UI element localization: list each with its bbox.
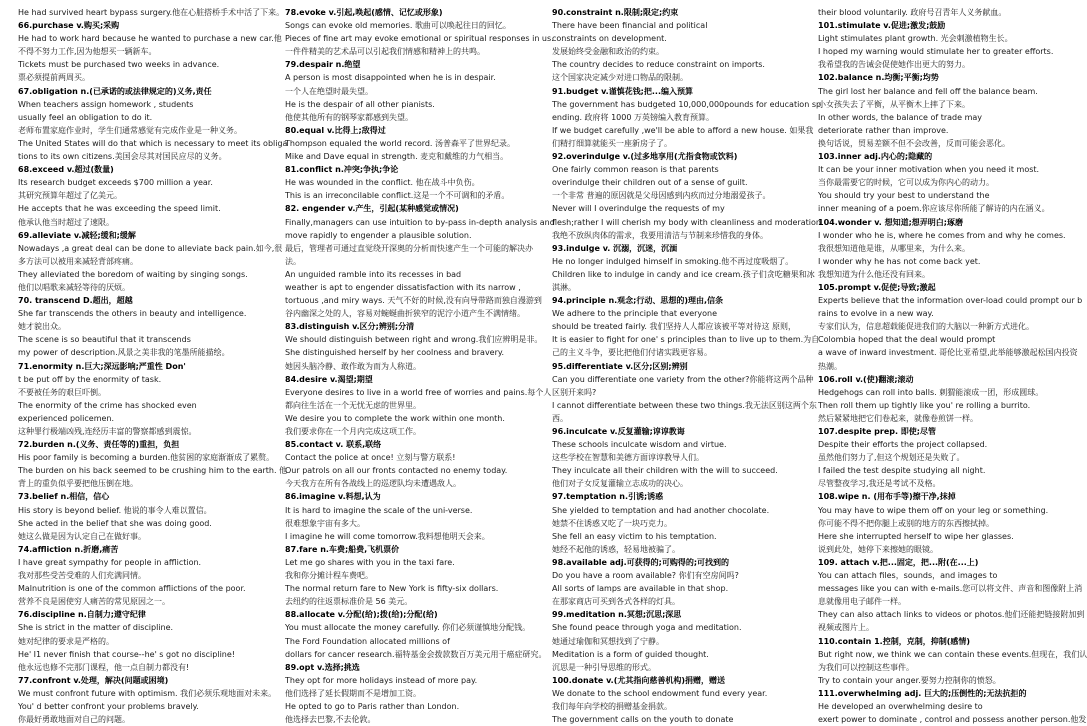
entry-line: An unguided ramble into its recesses in bad bbox=[285, 269, 462, 279]
entry-line: 沉思是一种引导思维的形式。 bbox=[552, 662, 656, 672]
entry-line: 他们以唱歌来减轻等待的厌烦。 bbox=[18, 282, 130, 292]
entry-headword: 70. transcend D.超出，超越 bbox=[18, 296, 133, 306]
entry-headword: 93.indulge v. 沉溺，沉迷，沉湎 bbox=[552, 243, 678, 253]
entry-line: flesh;rather I will cherish my body with cleanliness and moderation. bbox=[552, 217, 824, 227]
entry-line: We desire you to complete the work within one month. bbox=[285, 413, 505, 423]
entry-line: We adhere to the principle that everyone bbox=[552, 309, 718, 319]
entry-line: 这些学校在智慧和美德方面谆谆教导人们。 bbox=[552, 453, 704, 463]
entry-line: 不得不努力工作,因为他想买一辆新车。 bbox=[18, 47, 157, 57]
entry-line: 然后紧紧地把它们卷起来，就像卷煎饼一样。 bbox=[818, 413, 978, 423]
entry-line: He was wounded in the conflict. 他在战斗中负伤。 bbox=[285, 178, 480, 188]
entry-line: 她经不起他的诱惑，轻易地被骗了。 bbox=[552, 544, 680, 554]
entry-line: You can attach files，sounds，and images to bbox=[818, 571, 998, 581]
entry-line: They inculcate all their children with the will to succeed. bbox=[552, 466, 778, 476]
entry-line: Children like to indulge in candy and ice cream.孩子们贪吃糖果和冰 bbox=[552, 269, 815, 279]
entry-line: 他们选择了延长假期而不是增加工资。 bbox=[285, 688, 421, 698]
entry-line: He accepts that he was exceeding the speed limit. bbox=[18, 204, 221, 214]
entry-line: Mike and Dave equal in strength. 麦克和戴维的力气相当。 bbox=[285, 152, 509, 162]
text-column-1 bbox=[18, 6, 288, 725]
entry-line: He is the despair of all other pianists. bbox=[285, 99, 435, 109]
entry-line: Contact the police at once! 立刻与警方联系! bbox=[285, 453, 456, 463]
entry-headword: 92.overindulge v.(过多地享用(尤指食物或饮料) bbox=[552, 152, 738, 162]
entry-line: Try to contain your anger.要努力控制你的愤怒。 bbox=[818, 675, 1001, 685]
entry-line: experienced policemen. bbox=[18, 413, 115, 423]
entry-line: their blood voluntarily. 政府号召青年人义务献血。 bbox=[818, 8, 1007, 17]
entry-line: She found peace through yoga and meditation. bbox=[552, 623, 742, 633]
entry-line: When teachers assign homework , students bbox=[18, 99, 194, 109]
entry-line: The burden on his back seemed to be crushing him to the earth. 他 bbox=[18, 466, 288, 476]
entry-line: 她才貌出众。 bbox=[18, 322, 66, 332]
entry-headword: 106.roll v.(使)翻滚;滚动 bbox=[818, 374, 914, 384]
entry-headword: 95.differentiate v.区分;区别;辨别 bbox=[552, 361, 688, 371]
entry-headword: 87.fare n.车费;船费,飞机票价 bbox=[285, 544, 400, 554]
entry-line: I cannot differentiate between these two things.我无法区别这两个东 bbox=[552, 400, 817, 410]
entry-line: 今天我方在所有各战线上的巡逻队均未遭遇敌人。 bbox=[285, 479, 461, 489]
entry-line: He had to work hard because he wanted to purchase a new car.他 bbox=[18, 34, 282, 44]
entry-line: 这种罪行极端凶残,连经历丰富的警察都感到震惊。 bbox=[18, 427, 197, 436]
entry-line: Everyone desires to live in a world free of worries and pains.每个人 bbox=[285, 387, 552, 397]
entry-line: In other words, the balance of trade may bbox=[818, 112, 983, 122]
entry-headword: 97.temptation n.引诱;诱惑 bbox=[552, 492, 664, 502]
entry-line: 我们每年向学校的捐赠基金捐款。 bbox=[552, 701, 672, 711]
entry-line: my power of description.风景之美非我的笔墨所能描绘。 bbox=[18, 348, 230, 358]
entry-headword: 108.wipe n. (用布手等)擦干净,抹掉 bbox=[818, 492, 956, 502]
entry-headword: 107.despite prep. 即使;尽管 bbox=[818, 427, 937, 436]
entry-line: 换句话说，贸易差额不但不会改善，反而可能会恶化。 bbox=[818, 138, 1010, 148]
entry-line: rains to evolve in a new way. bbox=[818, 309, 934, 319]
entry-headword: 82. engender v.产生，引起(某种感觉或情况) bbox=[285, 204, 459, 214]
entry-line: Experts believe that the information over-load could prompt our b bbox=[818, 296, 1083, 306]
entry-line: He' I1 never finish that course--he' s got no discipline! bbox=[18, 649, 235, 659]
entry-line: move rapidly to engender a plausible solution. bbox=[285, 230, 472, 240]
entry-headword: 78.evoke v.引起,唤起(感情、记忆或形象) bbox=[285, 8, 443, 17]
entry-line: 去纽约的往返票标准价是 56 美元。 bbox=[285, 597, 413, 607]
entry-line: I have great sympathy for people in affliction. bbox=[18, 557, 202, 567]
entry-headword: 76.discipline n.自制力;遵守纪律 bbox=[18, 610, 146, 620]
entry-line: She is strict in the matter of discipline. bbox=[18, 623, 174, 633]
entry-headword: 88.allocate v.分配(给);拨(给);分配(给) bbox=[285, 610, 438, 620]
entry-headword: 84.desire v.渴望;期望 bbox=[285, 374, 373, 384]
entry-line: He had survived heart bypass surgery.他在心脏搭桥手术中活了下来。 bbox=[18, 8, 285, 17]
entry-line: 其研究预算年超过了亿美元。 bbox=[18, 191, 122, 201]
entry-line: Our patrols on all our fronts contacted no enemy today. bbox=[285, 466, 508, 476]
entry-headword: 94.principle n.观念;行动、思想的)理由,信条 bbox=[552, 296, 724, 306]
entry-headword: 103.inner adj.内心的;隐藏的 bbox=[818, 152, 933, 162]
entry-line: His poor family is becoming a burden.他贫困的家庭渐渐成了累赘。 bbox=[18, 453, 275, 463]
entry-line: These schools inculcate wisdom and virtue. bbox=[552, 440, 727, 450]
entry-line: A person is most disappointed when he is in despair. bbox=[285, 73, 496, 83]
entry-headword: 71.enormity n.巨大;深远影响;严重性 Don' bbox=[18, 361, 186, 371]
entry-line: a wave of inward investment. 哥伦比亚希望,此举能够激起松国内投资 bbox=[818, 348, 1078, 358]
entry-headword: 90.constraint n.限制;限定;约束 bbox=[552, 8, 679, 17]
entry-headword: 99.meditation n.冥想;沉思;深思 bbox=[552, 610, 682, 620]
entry-line: 虽然他们努力了,但这个规划还是失败了。 bbox=[818, 453, 965, 463]
entry-line: 她因头脑冷静、敢作敢为而为人称道。 bbox=[285, 361, 421, 371]
entry-line: 法。 bbox=[285, 256, 301, 266]
entry-headword: 81.conflict n.冲突;争执;争论 bbox=[285, 165, 399, 175]
entry-line: 淇淋。 bbox=[552, 282, 576, 292]
entry-line: 谷内幽深之处的人，容易对蜿蜒曲折狭窄的泥泞小道产生不满情绪。 bbox=[285, 309, 525, 319]
entry-line: 发展始终受金融和政治的约束。 bbox=[552, 47, 664, 57]
entry-headword: 83.distinguish v.区分;辨别;分清 bbox=[285, 322, 415, 332]
entry-headword: 105.prompt v.促使;导致;激起 bbox=[818, 282, 936, 292]
entry-line: messages like you can with e-mails.您可以将文件、声音和图像附上消 bbox=[818, 584, 1083, 594]
entry-headword: 77.confront v.处理，解决(问题或困境) bbox=[18, 675, 169, 685]
entry-headword: 111.overwhelming adj. 巨大的;压倒性的;无法抗拒的 bbox=[818, 688, 1027, 698]
entry-line: She far transcends the others in beauty and intelligence. bbox=[18, 309, 247, 319]
entry-line: weather is apt to engender dissatisfaction with its narrow , bbox=[285, 282, 521, 292]
entry-line: I wonder who he is, where he comes from and why he comes. bbox=[818, 230, 1066, 240]
entry-line: 老师布置家庭作业时，学生们通常感觉有完成作业是一种义务。 bbox=[18, 125, 242, 135]
entry-line: Colombia hoped that the deal would prompt bbox=[818, 335, 996, 345]
entry-line: usually feel an obligation to do it. bbox=[18, 112, 153, 122]
entry-line: The government has budgeted 10,000,000pounds for education sp bbox=[552, 99, 822, 109]
entry-line: I hoped my warning would stimulate her to greater efforts. bbox=[818, 47, 1054, 57]
entry-line: 她通过瑜伽和冥想找到了宁静。 bbox=[552, 636, 664, 646]
entry-line: It can be your inner motivation when you need it most. bbox=[818, 165, 1040, 175]
entry-line: The country decides to reduce constraint on imports. bbox=[552, 60, 765, 70]
entry-line: He developed an overwhelming desire to bbox=[818, 701, 983, 711]
entry-headword: 74.affliction n.折磨,痛苦 bbox=[18, 544, 119, 554]
entry-line: should be treated fairly. 我们坚持人人都应该被平等对待这 原则， bbox=[552, 322, 797, 332]
entry-line: 不要被任务的艰巨吓倒。 bbox=[18, 387, 106, 397]
entry-line: The girl lost her balance and fell off the balance beam. bbox=[818, 86, 1038, 96]
entry-line: Here she interrupted herself to wipe her glasses. bbox=[818, 531, 1014, 541]
entry-headword: 101.stimulate v.促进;激发;鼓励 bbox=[818, 21, 946, 31]
entry-line: 我和你分摊计程车费吧。 bbox=[285, 571, 373, 581]
entry-line: Songs can evoke old memories. 歌曲可以唤起往日的回忆。 bbox=[285, 21, 511, 31]
entry-line: This is an irreconcilable conflict.这是一个不可调和的矛盾。 bbox=[285, 191, 510, 201]
entry-line: 她禁不住诱惑又吃了一块巧克力。 bbox=[552, 518, 672, 528]
entry-line: 我很想知道他是谁，从哪里来，为什么来。 bbox=[818, 243, 970, 253]
entry-line: He no longer indulged himself in smoking.他不再过度吸烟了。 bbox=[552, 256, 794, 266]
entry-headword: 66.purchase v.购买;采购 bbox=[18, 21, 120, 31]
entry-line: The Ford Foundation allocated millions of bbox=[285, 636, 450, 646]
entry-line: 一件件精美的艺术品可以引起我们情感和精神上的共鸣。 bbox=[285, 47, 485, 57]
entry-line: 他选择去巴黎,不去伦敦。 bbox=[285, 715, 376, 725]
entry-line: She distinguished herself by her coolness and bravery. bbox=[285, 348, 505, 358]
entry-line: She yielded to temptation and had another chocolate. bbox=[552, 505, 770, 515]
entry-line: Let me go shares with you in the taxi fare. bbox=[285, 557, 455, 567]
entry-line: Nowadays ,a great deal can be done to alleviate back pain.如今,很 bbox=[18, 243, 283, 253]
entry-line: t be put off by the enormity of task. bbox=[18, 374, 162, 384]
entry-line: Never will I overindulge the requests of my bbox=[552, 204, 725, 214]
entry-line: 我对那些受苦受难的人们充满同情。 bbox=[18, 571, 146, 581]
entry-headword: 98.available adj.可获得的;可购得的;可找到的 bbox=[552, 557, 730, 567]
entry-headword: 91.budget v.谨慎花钱;把...编入预算 bbox=[552, 86, 693, 96]
entry-line: 我希望我的告诫会促使她作出更大的努力。 bbox=[818, 60, 970, 70]
entry-line: The United States will do that which is necessary to meet its obliga bbox=[18, 138, 288, 148]
entry-line: 西。 bbox=[552, 413, 568, 423]
entry-line: ending. 政府将 1000 万英镑编入教育预算。 bbox=[552, 112, 714, 122]
entry-line: Despite their efforts the project collapsed. bbox=[818, 440, 988, 450]
entry-line: dollars for cancer research.福特基金会拨款数百万美元用于癌症研究。 bbox=[285, 649, 547, 659]
entry-line: Pieces of fine art may evoke emotional or spiritual responses in us. bbox=[285, 34, 554, 44]
entry-headword: 73.belief n.相信，信心 bbox=[18, 492, 110, 502]
entry-line: I failed the test despite studying all night. bbox=[818, 466, 986, 476]
entry-headword: 102.balance n.均衡;平衡;均势 bbox=[818, 73, 939, 83]
entry-line: 很难想象宇宙有多大。 bbox=[285, 518, 365, 528]
entry-line: 息就像用电子邮件一样。 bbox=[818, 597, 906, 607]
entry-line: 区别开来吗? bbox=[552, 387, 597, 397]
entry-line: He opted to go to Paris rather than London. bbox=[285, 701, 460, 711]
entry-headword: 86.imagine v.料想,认为 bbox=[285, 492, 381, 502]
entry-line: 营养不良是困使穷人痛苦的常见原因之一。 bbox=[18, 597, 170, 607]
entry-line: It is hard to imagine the scale of the uni-verse. bbox=[285, 505, 473, 515]
entry-line: overindulge their children out of a sense of guilt. bbox=[552, 178, 748, 188]
entry-line: Light stimulates plant growth. 光会刺激植物生长。 bbox=[818, 34, 1013, 44]
entry-headword: 110.contain 1.控制，克制，抑制(感情) bbox=[818, 636, 971, 646]
entry-line: 为我们可以控制这些事件。 bbox=[818, 662, 914, 672]
entry-line: 他使其他所有的钢琴家都感到失望。 bbox=[285, 112, 413, 122]
entry-line: There have been financial and political bbox=[552, 21, 708, 31]
entry-headword: 96.inculcate v.反复灌输;谆谆教诲 bbox=[552, 427, 685, 436]
entry-line: 我绝不放纵肉体的需求，我要用清洁与节制来珍惜我的身体。 bbox=[552, 230, 768, 240]
entry-line: 他永远也修不完那门课程，他一点自制力都没有! bbox=[18, 662, 190, 672]
entry-line: 他承认他当时超过了速限。 bbox=[18, 217, 114, 227]
entry-headword: 85.contact v. 联系,联络 bbox=[285, 440, 382, 450]
entry-line: They alleviated the boredom of waiting by singing songs. bbox=[18, 269, 248, 279]
entry-line: tortuous ,and miry ways. 天气不好的时候,没有向导带路而独自漫游到 bbox=[285, 296, 542, 306]
entry-line: You may have to wipe them off on your leg or something. bbox=[818, 505, 1049, 515]
entry-line: I imagine he will come tomorrow.我料想他明天会来。 bbox=[285, 531, 490, 541]
entry-line: 视频或图片上。 bbox=[818, 623, 874, 633]
entry-line: 这个国家决定减少对进口物品的限制。 bbox=[552, 73, 688, 83]
entry-line: Malnutrition is one of the common afflictions of the poor. bbox=[18, 584, 246, 594]
entry-line: Tickets must be purchased two weeks in advance. bbox=[18, 60, 220, 70]
entry-line: 他们对子女反复灌输立志成功的决心。 bbox=[552, 479, 688, 489]
entry-line: Finally,managers can use intuition to by-pass in-depth analysis and bbox=[285, 217, 555, 227]
entry-line: The enormity of the crime has shocked even bbox=[18, 400, 197, 410]
entry-line: 背上的重负似乎要把他压倒在地。 bbox=[18, 479, 138, 489]
entry-line: They opt for more holidays instead of more pay. bbox=[285, 675, 478, 685]
entry-line: 你可能不得不把你腿上或别的地方的东西擦拭掉。 bbox=[818, 518, 994, 528]
entry-line: His story is beyond belief. 他说的事令人难以置信。 bbox=[18, 505, 212, 515]
entry-line: 专家们认为，信息超载能促进我们的大脑以一种新方式进化。 bbox=[818, 322, 1034, 332]
entry-line: 她这么做是因为认定自己在做好事。 bbox=[18, 531, 146, 541]
entry-line: Hedgehogs can roll into balls. 刺猬能滚成一团，形成圆球。 bbox=[818, 387, 1044, 397]
entry-headword: 109. attach v.把...固定，把...附(在...上) bbox=[818, 557, 979, 567]
entry-line: One fairly common reason is that parents bbox=[552, 165, 719, 175]
entry-line: inner meaning of a poem.你应该尽你所能了解诗的内在涵义。 bbox=[818, 204, 1050, 214]
entry-line: The government calls on the youth to donate bbox=[552, 715, 734, 725]
entry-line: tions to its own citizens.美国会尽其对国民应尽的义务。 bbox=[18, 152, 227, 162]
entry-line: You' d better confront your problems bravely. bbox=[18, 701, 199, 711]
entry-line: You must allocate the money carefully. 你们必须谨慎地分配钱。 bbox=[285, 623, 531, 633]
text-column-4 bbox=[818, 6, 1087, 725]
entry-line: She fell an easy victim to his temptation. bbox=[552, 531, 717, 541]
text-column-2 bbox=[285, 6, 555, 725]
entry-line: 们精打细算就能买一座新房子了。 bbox=[552, 138, 672, 148]
text-column-3 bbox=[552, 6, 824, 725]
entry-headword: 68.exceed v.超过(数量) bbox=[18, 165, 114, 175]
entry-line: You should try your best to understand the bbox=[818, 191, 990, 201]
entry-line: We should distinguish between right and wrong.我们应辨明是非。 bbox=[285, 335, 543, 345]
entry-headword: 79.despair n.绝望 bbox=[285, 60, 361, 70]
entry-line: 在那家商店可买到各式各样的灯具。 bbox=[552, 597, 680, 607]
entry-line: It is easier to fight for one' s principles than to live up to them.为自 bbox=[552, 335, 820, 345]
entry-line: She acted in the belief that she was doing good. bbox=[18, 518, 212, 528]
entry-line: Meditation is a form of guided thought. bbox=[552, 649, 709, 659]
entry-line: 己的主义斗争，要比把他们付诸实践更容易。 bbox=[552, 348, 712, 358]
entry-line: 我们要求你在一个月内完成这项工作。 bbox=[285, 427, 421, 436]
entry-line: 一个非常 普遍的原因就是父母因感到内疚而过分地溺爱孩子。 bbox=[552, 191, 771, 201]
entry-headword: 72.burden n.(义务、责任等的)重担，负担 bbox=[18, 440, 180, 450]
entry-line: 多方法可以被用来减轻背部疼痛。 bbox=[18, 256, 138, 266]
entry-line: exert power to dominate , control and possess another person.他发 bbox=[818, 715, 1087, 725]
entry-line: 热潮。 bbox=[818, 361, 842, 371]
entry-line: 她对纪律的要求是严格的。 bbox=[18, 636, 114, 646]
entry-line: 你最好勇敢地面对自己的问题。 bbox=[18, 715, 130, 725]
entry-line: We donate to the school endowment fund every year. bbox=[552, 688, 768, 698]
entry-headword: 80.equal v.比得上;敌得过 bbox=[285, 125, 386, 135]
entry-headword: 67.obligation n.(已承诺的或法律规定的)义务,责任 bbox=[18, 86, 212, 96]
entry-line: 一个人在绝望时最失望。 bbox=[285, 86, 373, 96]
entry-line: 小女孩失去了平衡，从平衡木上摔了下来。 bbox=[818, 99, 970, 109]
entry-line: 最后，管理者可通过直觉绕开深奥的分析而快速产生一个可能的解决办 bbox=[285, 243, 533, 253]
entry-line: 我想知道为什么他还没有回来。 bbox=[818, 269, 930, 279]
entry-line: Then roll them up tightly like you' re rolling a burrito. bbox=[818, 400, 1031, 410]
entry-line: The scene is so beautiful that it transcends bbox=[18, 335, 191, 345]
entry-line: Do you have a room available? 你们有空房间吗? bbox=[552, 571, 739, 581]
entry-line: 都向往生活在一个无忧无虑的世界里。 bbox=[285, 400, 421, 410]
entry-line: deteriorate rather than improve. bbox=[818, 125, 949, 135]
entry-line: All sorts of lamps are available in that shop. bbox=[552, 584, 729, 594]
entry-headword: 104.wonder v. 想知道;想弄明白;琢磨 bbox=[818, 217, 963, 227]
entry-line: 尽管整夜学习,我还是考试不及格。 bbox=[818, 479, 941, 489]
entry-line: We must confront future with optimism. 我们必须乐观地面对未来。 bbox=[18, 688, 277, 698]
entry-line: constraints on development. bbox=[552, 34, 667, 44]
entry-line: But right now, we think we can contain these events.但现在，我们认 bbox=[818, 649, 1087, 659]
entry-headword: 89.opt v.选择;挑选 bbox=[285, 662, 360, 672]
entry-line: Can you differentiate one variety from the other?你能将这两个品种 bbox=[552, 374, 814, 384]
entry-line: I wonder why he has not come back yet. bbox=[818, 256, 981, 266]
entry-line: Its research budget exceeds $700 million a year. bbox=[18, 178, 213, 188]
entry-line: Thompson equaled the world record. 汤普森平了世界纪录。 bbox=[285, 138, 516, 148]
entry-headword: 100.donate v.(尤其指向慈善机构)捐赠，赠送 bbox=[552, 675, 726, 685]
entry-line: 说到此处，她停下来擦她的眼镜。 bbox=[818, 544, 938, 554]
entry-line: 票必须提前两周买。 bbox=[18, 73, 90, 83]
entry-line: The normal return fare to New York is fifty-six dollars. bbox=[285, 584, 499, 594]
entry-headword: 69.alleviate v.减轻;缓和;缓解 bbox=[18, 230, 136, 240]
entry-line: 当你最需要它的时候，它可以成为你内心的动力。 bbox=[818, 178, 994, 188]
entry-line: They can also attach links to videos or photos.他们还能把链接附加到 bbox=[818, 610, 1085, 620]
entry-line: If we budget carefully ,we'll be able to afford a new house. 如果我 bbox=[552, 125, 814, 135]
